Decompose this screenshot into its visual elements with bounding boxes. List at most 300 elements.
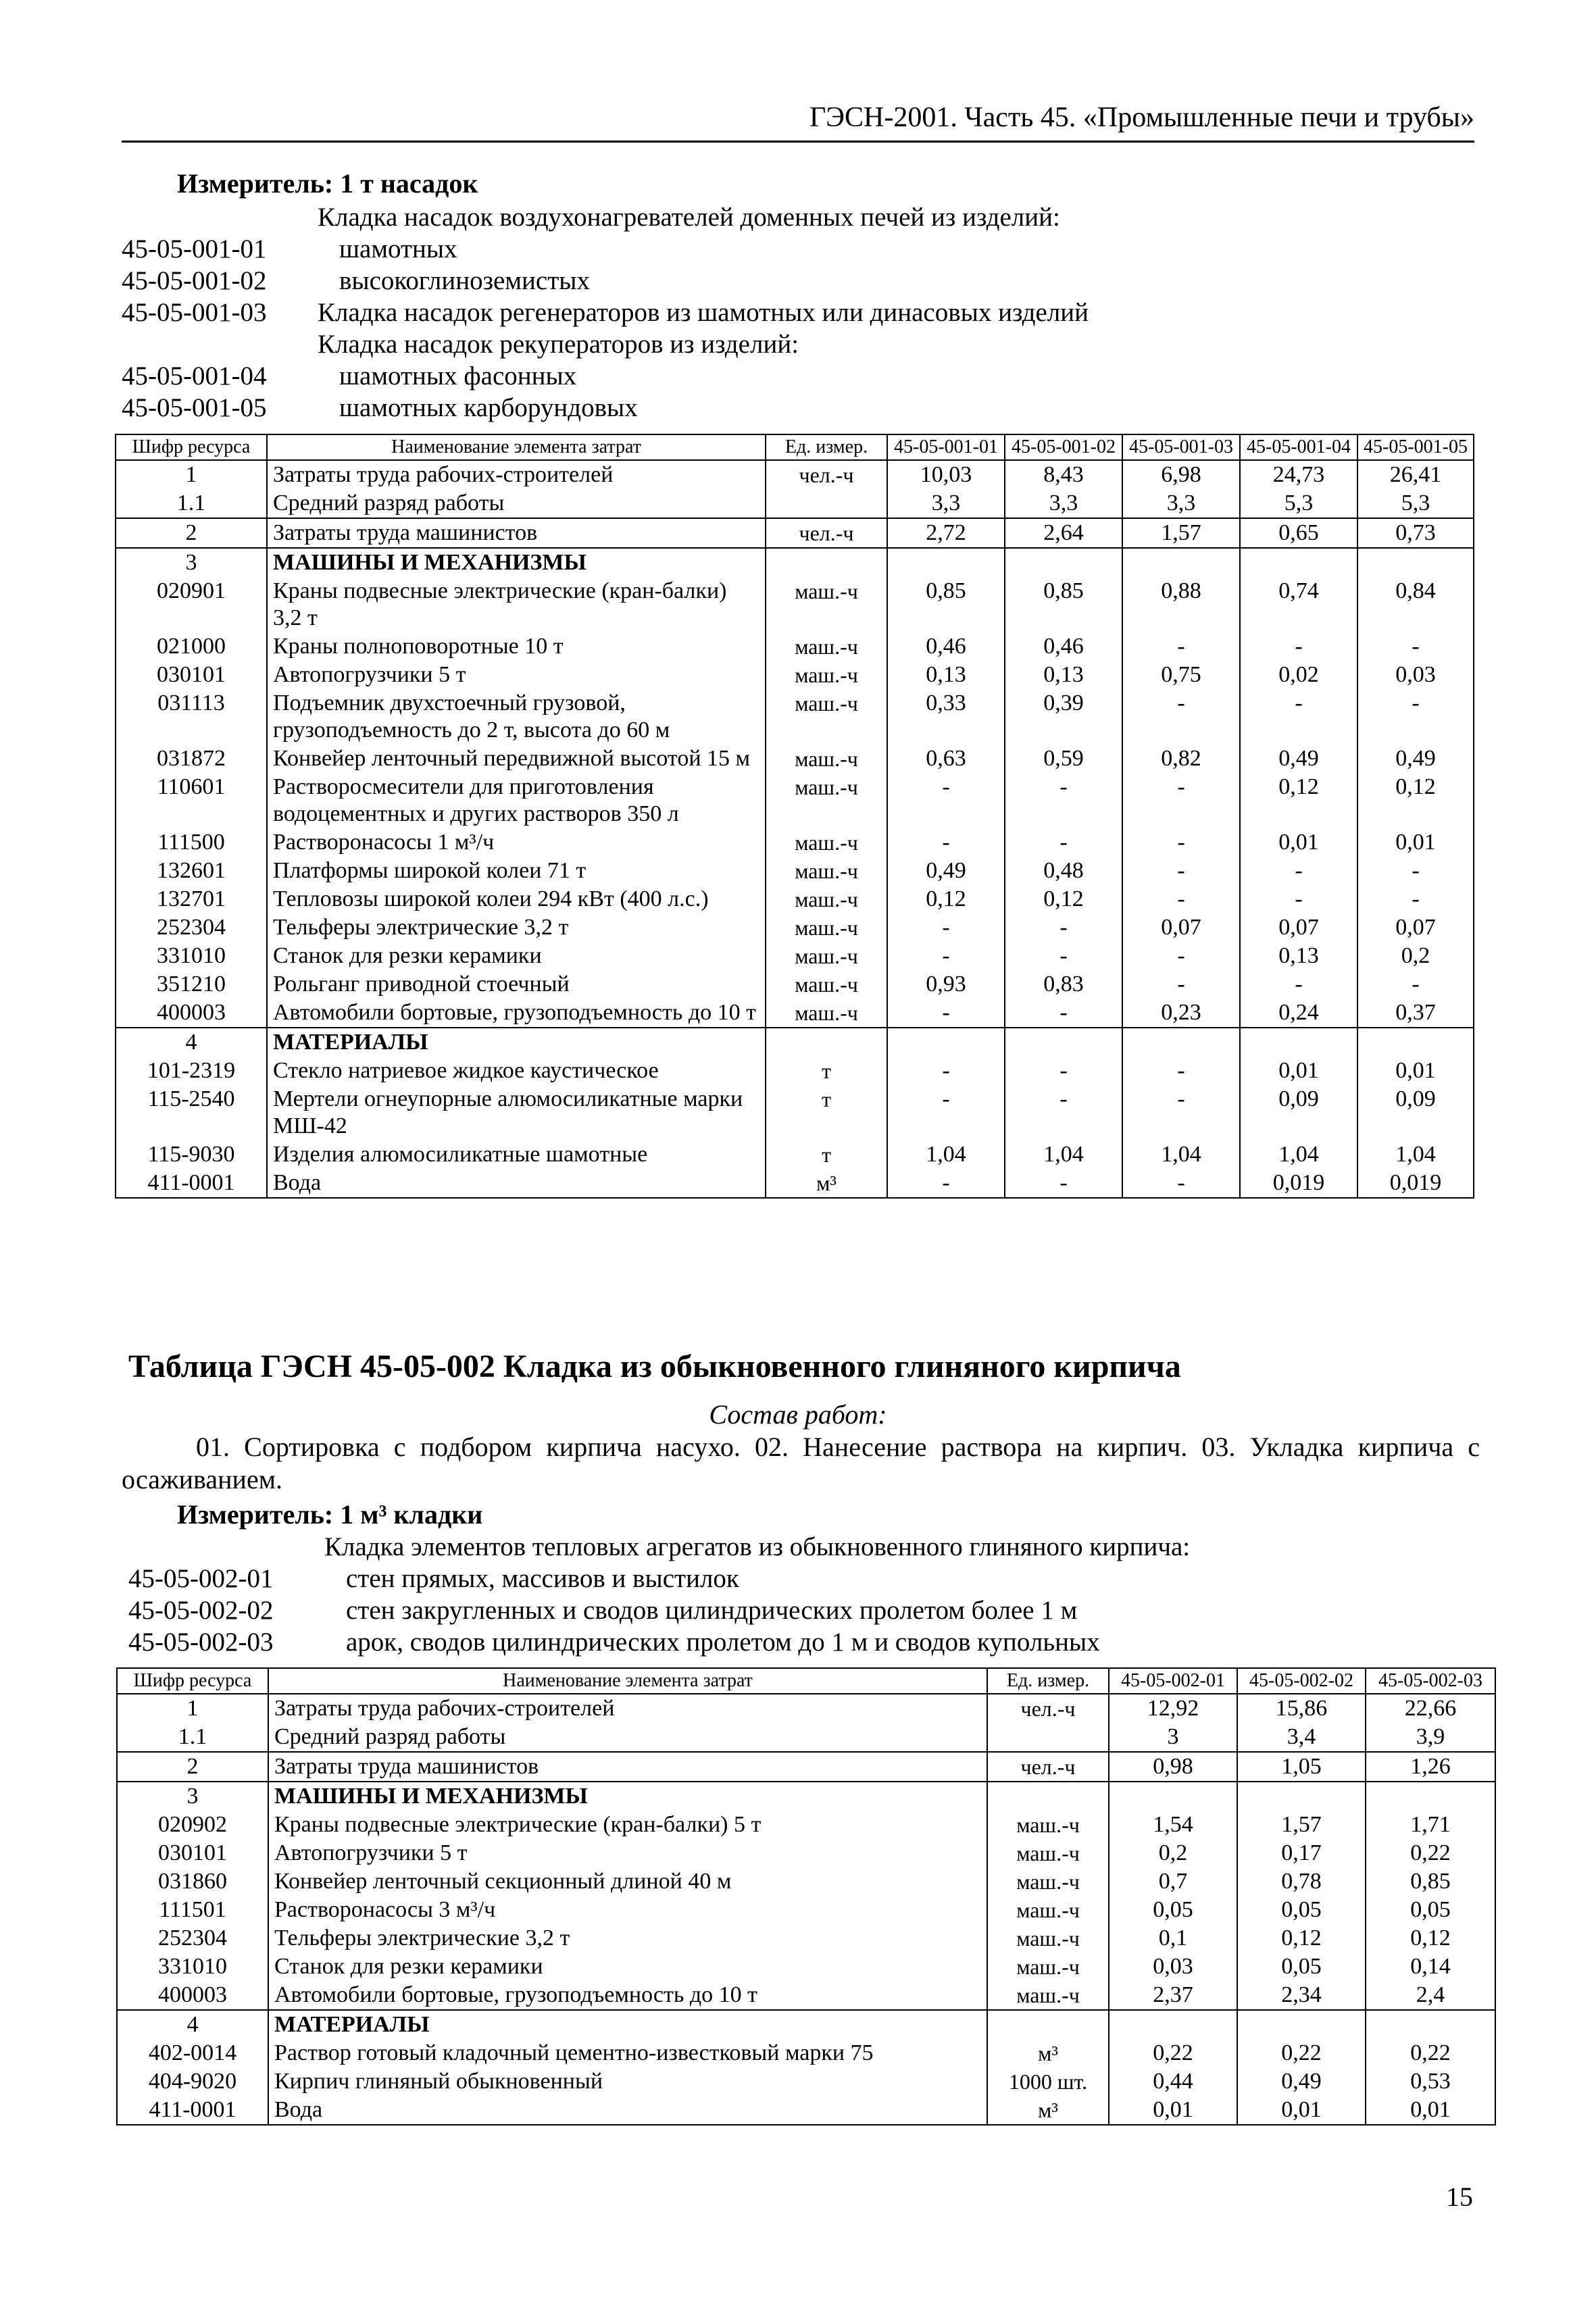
value-cell: 0,33 <box>887 689 1005 745</box>
code-list-2 <box>128 1531 1190 1658</box>
column-header: 45-05-001-05 <box>1357 434 1474 460</box>
value-cell: - <box>1005 942 1122 970</box>
cost-element-cell: Затраты труда машинистов <box>267 518 766 548</box>
table-title: Таблица ГЭСН 45-05-002 Кладка из обыкновенного глиняного кирпича <box>128 1349 1181 1384</box>
unit-cell: м³ <box>987 2096 1109 2125</box>
value-cell: - <box>1122 689 1240 745</box>
value-cell: 1,04 <box>1357 1140 1474 1169</box>
table-row <box>116 773 1474 828</box>
unit-cell: чел.-ч <box>987 1694 1109 1723</box>
value-cell: 0,019 <box>1357 1169 1474 1198</box>
value-cell: - <box>887 999 1005 1028</box>
value-cell: 0,02 <box>1240 661 1357 689</box>
value-cell: 0,65 <box>1240 518 1357 548</box>
work-description: шамотных карборундовых <box>339 393 638 422</box>
value-cell: 1,05 <box>1237 1752 1366 1782</box>
value-cell: - <box>1122 1057 1240 1085</box>
table-row <box>116 999 1474 1028</box>
unit-cell: маш.-ч <box>766 885 887 913</box>
resource-code-cell: 030101 <box>117 1839 268 1867</box>
unit-cell: чел.-ч <box>987 1752 1109 1782</box>
cost-element-cell: Станок для резки керамики <box>268 1953 987 1981</box>
value-cell: 0,09 <box>1357 1085 1474 1140</box>
cost-element-cell: Кирпич глиняный обыкновенный <box>268 2067 987 2096</box>
table-row <box>117 1896 1495 1924</box>
unit-cell: маш.-ч <box>987 1953 1109 1981</box>
value-cell: - <box>1240 857 1357 885</box>
table-row <box>116 745 1474 773</box>
value-cell: 2,4 <box>1366 1981 1495 2010</box>
table-row <box>116 970 1474 999</box>
cost-element-cell: Рольганг приводной стоечный <box>267 970 766 999</box>
resource-code-cell: 132601 <box>116 857 267 885</box>
work-code: 45-05-001-04 <box>122 361 267 391</box>
unit-cell: маш.-ч <box>987 1811 1109 1839</box>
value-cell <box>1122 1028 1240 1057</box>
unit-cell <box>766 548 887 577</box>
value-cell: 0,03 <box>1109 1953 1237 1981</box>
unit-cell <box>987 2010 1109 2039</box>
value-cell <box>1237 1782 1366 1811</box>
value-cell: - <box>1122 773 1240 828</box>
value-cell: 0,05 <box>1109 1896 1237 1924</box>
unit-cell: маш.-ч <box>766 632 887 661</box>
work-code: 45-05-001-01 <box>122 234 267 263</box>
value-cell: - <box>1005 773 1122 828</box>
resource-code-cell: 331010 <box>116 942 267 970</box>
value-cell: - <box>887 773 1005 828</box>
table-row <box>116 857 1474 885</box>
table-row <box>117 1924 1495 1953</box>
resource-code-cell: 400003 <box>117 1981 268 2010</box>
value-cell: 0,07 <box>1357 913 1474 942</box>
unit-cell: маш.-ч <box>766 661 887 689</box>
resource-code-cell: 115-9030 <box>116 1140 267 1169</box>
value-cell: 0,01 <box>1240 828 1357 857</box>
work-description: Кладка насадок рекуператоров из изделий: <box>318 330 799 359</box>
cost-element-cell: Затраты труда машинистов <box>268 1752 987 1782</box>
cost-element-cell: Тепловозы широкой колеи 294 кВт (400 л.с.) <box>267 885 766 913</box>
resource-code-cell: 252304 <box>117 1924 268 1953</box>
value-cell: 2,37 <box>1109 1981 1237 2010</box>
value-cell: 1,57 <box>1237 1811 1366 1839</box>
table-row <box>117 1953 1495 1981</box>
value-cell <box>1237 2010 1366 2039</box>
value-cell: 0,73 <box>1357 518 1474 548</box>
unit-cell: маш.-ч <box>766 857 887 885</box>
value-cell: - <box>1240 689 1357 745</box>
resource-code-cell: 1.1 <box>116 489 267 518</box>
value-cell: 0,88 <box>1122 577 1240 632</box>
table-row <box>117 2010 1495 2039</box>
cost-element-cell: Стекло натриевое жидкое каустическое <box>267 1057 766 1085</box>
column-header: 45-05-002-02 <box>1237 1668 1366 1694</box>
resource-code-cell: 030101 <box>116 661 267 689</box>
unit-cell: маш.-ч <box>766 689 887 745</box>
resource-code-cell: 132701 <box>116 885 267 913</box>
value-cell: - <box>1122 857 1240 885</box>
value-cell <box>887 548 1005 577</box>
value-cell: 0,59 <box>1005 745 1122 773</box>
cost-element-cell: Вода <box>267 1169 766 1198</box>
column-header: 45-05-002-01 <box>1109 1668 1237 1694</box>
value-cell: 0,03 <box>1357 661 1474 689</box>
value-cell <box>1357 1028 1474 1057</box>
unit-cell: маш.-ч <box>766 942 887 970</box>
value-cell <box>1366 2010 1495 2039</box>
table-row <box>116 913 1474 942</box>
unit-cell: маш.-ч <box>766 970 887 999</box>
resource-code-cell: 1 <box>116 460 267 489</box>
resource-code-cell: 331010 <box>117 1953 268 1981</box>
cost-element-cell: Краны подвесные электрические (кран-балки) 5 т <box>268 1811 987 1839</box>
value-cell: 0,13 <box>1240 942 1357 970</box>
value-cell: 0,74 <box>1240 577 1357 632</box>
value-cell: 0,22 <box>1366 2039 1495 2067</box>
value-cell: 3,3 <box>1005 489 1122 518</box>
resource-table-1 <box>115 434 1474 1199</box>
value-cell: 0,07 <box>1122 913 1240 942</box>
value-cell: - <box>1357 632 1474 661</box>
resource-code-cell: 115-2540 <box>116 1085 267 1140</box>
value-cell: - <box>1005 1057 1122 1085</box>
unit-cell: маш.-ч <box>766 745 887 773</box>
table-row <box>116 1028 1474 1057</box>
resource-code-cell: 020902 <box>117 1811 268 1839</box>
resource-code-cell: 2 <box>116 518 267 548</box>
value-cell <box>887 1028 1005 1057</box>
value-cell: - <box>1122 1169 1240 1198</box>
table-row <box>116 489 1474 518</box>
column-header: 45-05-001-02 <box>1005 434 1122 460</box>
value-cell: 2,64 <box>1005 518 1122 548</box>
value-cell: 3,9 <box>1366 1723 1495 1752</box>
value-cell: 10,03 <box>887 460 1005 489</box>
table-row <box>116 518 1474 548</box>
value-cell <box>1122 548 1240 577</box>
value-cell: 0,39 <box>1005 689 1122 745</box>
value-cell: 1,04 <box>1240 1140 1357 1169</box>
unit-cell <box>766 489 887 518</box>
table-row <box>116 1057 1474 1085</box>
value-cell <box>1005 548 1122 577</box>
code-line <box>128 1626 1190 1658</box>
table-row <box>116 632 1474 661</box>
value-cell: 1,71 <box>1366 1811 1495 1839</box>
running-header: ГЭСН-2001. Часть 45. «Промышленные печи и трубы» <box>122 101 1474 143</box>
value-cell: 5,3 <box>1240 489 1357 518</box>
value-cell: - <box>887 942 1005 970</box>
value-cell: 0,22 <box>1366 1839 1495 1867</box>
value-cell: 0,2 <box>1357 942 1474 970</box>
work-description: шамотных <box>339 234 457 263</box>
cost-element-cell: Подъемник двухстоечный грузовой, грузоподъемность до 2 т, высота до 60 м <box>267 689 766 745</box>
measure-unit-2: Измеритель: 1 м³ кладки <box>177 1499 483 1530</box>
value-cell: 0,1 <box>1109 1924 1237 1953</box>
unit-cell: маш.-ч <box>987 1896 1109 1924</box>
work-description: стен прямых, массивов и выстилок <box>346 1564 739 1593</box>
cost-element-cell: Платформы широкой колеи 71 т <box>267 857 766 885</box>
unit-cell: маш.-ч <box>987 1839 1109 1867</box>
value-cell: 0,019 <box>1240 1169 1357 1198</box>
work-description: высокоглиноземистых <box>339 266 590 295</box>
value-cell: - <box>1122 970 1240 999</box>
unit-cell: т <box>766 1140 887 1169</box>
value-cell: 0,12 <box>1005 885 1122 913</box>
cost-element-cell: Автопогрузчики 5 т <box>268 1839 987 1867</box>
value-cell <box>1109 1782 1237 1811</box>
table-row <box>117 1811 1495 1839</box>
cost-element-cell: Вода <box>268 2096 987 2125</box>
value-cell: - <box>1240 632 1357 661</box>
value-cell: 0,13 <box>1005 661 1122 689</box>
resource-code-cell: 031872 <box>116 745 267 773</box>
table-row <box>116 661 1474 689</box>
value-cell <box>1240 548 1357 577</box>
value-cell: 1,57 <box>1122 518 1240 548</box>
table-row <box>117 1839 1495 1867</box>
value-cell: 0,07 <box>1240 913 1357 942</box>
value-cell: - <box>1357 885 1474 913</box>
value-cell <box>1240 1028 1357 1057</box>
column-header: Ед. измер. <box>987 1668 1109 1694</box>
value-cell: 0,13 <box>887 661 1005 689</box>
unit-cell: т <box>766 1085 887 1140</box>
column-header: Ед. измер. <box>766 434 887 460</box>
unit-cell: чел.-ч <box>766 460 887 489</box>
value-cell: 26,41 <box>1357 460 1474 489</box>
resource-code-cell: 020901 <box>116 577 267 632</box>
value-cell: 0,05 <box>1366 1896 1495 1924</box>
cost-element-cell: Изделия алюмосиликатные шамотные <box>267 1140 766 1169</box>
resource-code-cell: 4 <box>116 1028 267 1057</box>
resource-code-cell: 411-0001 <box>116 1169 267 1198</box>
cost-element-cell: Тельферы электрические 3,2 т <box>268 1924 987 1953</box>
value-cell: 1,54 <box>1109 1811 1237 1839</box>
value-cell: 0,12 <box>1366 1924 1495 1953</box>
code-line <box>122 328 1089 360</box>
resource-code-cell: 351210 <box>116 970 267 999</box>
value-cell: 0,85 <box>1005 577 1122 632</box>
column-header: Шифр ресурса <box>116 434 267 460</box>
code-line <box>122 360 1089 392</box>
table-row <box>117 1694 1495 1723</box>
value-cell: 0,2 <box>1109 1839 1237 1867</box>
value-cell: 0,12 <box>887 885 1005 913</box>
value-cell: 0,83 <box>1005 970 1122 999</box>
resource-code-cell: 411-0001 <box>117 2096 268 2125</box>
work-code: 45-05-002-03 <box>128 1628 274 1657</box>
cost-element-cell: Растворонасосы 1 м³/ч <box>267 828 766 857</box>
value-cell: 3,3 <box>1122 489 1240 518</box>
work-code <box>122 201 318 233</box>
value-cell: 0,01 <box>1240 1057 1357 1085</box>
cost-element-cell: МАШИНЫ И МЕХАНИЗМЫ <box>267 548 766 577</box>
value-cell: - <box>1122 632 1240 661</box>
resource-code-cell: 1.1 <box>117 1723 268 1752</box>
cost-element-cell: Затраты труда рабочих-строителей <box>267 460 766 489</box>
work-description: арок, сводов цилиндрических пролетом до 1 м и сводов купольных <box>346 1628 1100 1657</box>
value-cell: 0,12 <box>1357 773 1474 828</box>
unit-cell: маш.-ч <box>766 773 887 828</box>
value-cell: 3,4 <box>1237 1723 1366 1752</box>
unit-cell: м³ <box>766 1169 887 1198</box>
work-composition-text: 01. Сортировка с подбором кирпича насухо. 02. Нанесение раствора на кирпич. 03. Укладка кирпича с осаживанием. <box>122 1432 1480 1494</box>
value-cell: 0,01 <box>1366 2096 1495 2125</box>
work-description: Кладка элементов тепловых агрегатов из обыкновенного глиняного кирпича: <box>324 1532 1191 1561</box>
value-cell: 1,04 <box>887 1140 1005 1169</box>
value-cell: 2,72 <box>887 518 1005 548</box>
table-row <box>116 460 1474 489</box>
page-number: 15 <box>1446 2182 1473 2212</box>
value-cell: - <box>1240 970 1357 999</box>
resource-code-cell: 2 <box>117 1752 268 1782</box>
table-row <box>117 2067 1495 2096</box>
table-row <box>116 548 1474 577</box>
value-cell: - <box>887 913 1005 942</box>
code-line <box>128 1531 1190 1563</box>
unit-cell: маш.-ч <box>766 999 887 1028</box>
value-cell: - <box>1005 1085 1122 1140</box>
value-cell: 0,14 <box>1366 1953 1495 1981</box>
cost-element-cell: Раствор готовый кладочный цементно-известковый марки 75 <box>268 2039 987 2067</box>
work-code <box>128 1531 324 1563</box>
cost-element-cell: Затраты труда рабочих-строителей <box>268 1694 987 1723</box>
table-row <box>116 1085 1474 1140</box>
value-cell: 0,85 <box>887 577 1005 632</box>
cost-element-cell: Автомобили бортовые, грузоподъемность до 10 т <box>267 999 766 1028</box>
unit-cell <box>987 1723 1109 1752</box>
table-row <box>117 1782 1495 1811</box>
value-cell: 8,43 <box>1005 460 1122 489</box>
value-cell: 0,09 <box>1240 1085 1357 1140</box>
value-cell: - <box>887 1169 1005 1198</box>
cost-element-cell: МАТЕРИАЛЫ <box>267 1028 766 1057</box>
value-cell: 0,49 <box>1237 2067 1366 2096</box>
resource-code-cell: 031113 <box>116 689 267 745</box>
value-cell: 0,22 <box>1237 2039 1366 2067</box>
cost-element-cell: Станок для резки керамики <box>267 942 766 970</box>
value-cell: - <box>1357 970 1474 999</box>
value-cell: - <box>1005 913 1122 942</box>
value-cell: 5,3 <box>1357 489 1474 518</box>
value-cell: 2,34 <box>1237 1981 1366 2010</box>
value-cell: 0,98 <box>1109 1752 1237 1782</box>
code-line <box>128 1563 1190 1594</box>
unit-cell <box>766 1028 887 1057</box>
resource-code-cell: 031860 <box>117 1867 268 1896</box>
value-cell: - <box>1122 828 1240 857</box>
value-cell: 0,49 <box>1240 745 1357 773</box>
unit-cell: т <box>766 1057 887 1085</box>
table-row <box>116 1140 1474 1169</box>
value-cell: 0,46 <box>887 632 1005 661</box>
code-line <box>122 233 1089 265</box>
table-row <box>117 1981 1495 2010</box>
value-cell: 24,73 <box>1240 460 1357 489</box>
unit-cell: маш.-ч <box>766 913 887 942</box>
value-cell: 0,23 <box>1122 999 1240 1028</box>
cost-element-cell: Тельферы электрические 3,2 т <box>267 913 766 942</box>
resource-code-cell: 252304 <box>116 913 267 942</box>
unit-cell: маш.-ч <box>766 828 887 857</box>
value-cell: - <box>1240 885 1357 913</box>
work-code <box>122 328 318 360</box>
unit-cell <box>987 1782 1109 1811</box>
value-cell: 0,85 <box>1366 1867 1495 1896</box>
unit-cell: чел.-ч <box>766 518 887 548</box>
value-cell: 0,17 <box>1237 1839 1366 1867</box>
table-row <box>117 2096 1495 2125</box>
resource-code-cell: 111500 <box>116 828 267 857</box>
value-cell: 0,7 <box>1109 1867 1237 1896</box>
work-description: стен закругленных и сводов цилиндрических пролетом более 1 м <box>346 1596 1078 1625</box>
value-cell: - <box>887 828 1005 857</box>
code-line <box>122 201 1089 233</box>
column-header: Наименование элемента затрат <box>267 434 766 460</box>
table-row <box>117 1867 1495 1896</box>
code-line <box>122 297 1089 328</box>
measure-unit-1: Измеритель: 1 т насадок <box>177 168 478 199</box>
work-code: 45-05-001-03 <box>122 298 267 327</box>
resource-code-cell: 4 <box>117 2010 268 2039</box>
cost-element-cell: Автопогрузчики 5 т <box>267 661 766 689</box>
column-header: Наименование элемента затрат <box>268 1668 987 1694</box>
value-cell: 0,01 <box>1357 1057 1474 1085</box>
code-line <box>128 1594 1190 1626</box>
value-cell: 0,48 <box>1005 857 1122 885</box>
table-row <box>116 577 1474 632</box>
column-header: 45-05-001-01 <box>887 434 1005 460</box>
unit-cell: маш.-ч <box>987 1924 1109 1953</box>
column-header: 45-05-001-03 <box>1122 434 1240 460</box>
value-cell: 0,49 <box>887 857 1005 885</box>
work-description: Кладка насадок регенераторов из шамотных или динасовых изделий <box>318 298 1089 327</box>
cost-element-cell: Конвейер ленточный секционный длиной 40 м <box>268 1867 987 1896</box>
table-row <box>116 885 1474 913</box>
value-cell: 6,98 <box>1122 460 1240 489</box>
value-cell <box>1005 1028 1122 1057</box>
unit-cell: 1000 шт. <box>987 2067 1109 2096</box>
resource-code-cell: 404-9020 <box>117 2067 268 2096</box>
code-list-1 <box>122 201 1089 424</box>
value-cell <box>1357 548 1474 577</box>
value-cell: 0,44 <box>1109 2067 1237 2096</box>
value-cell: 0,05 <box>1237 1953 1366 1981</box>
work-composition-heading: Состав работ: <box>709 1399 887 1430</box>
value-cell: - <box>1122 1085 1240 1140</box>
table-row <box>117 2039 1495 2067</box>
work-code: 45-05-002-01 <box>128 1564 274 1593</box>
work-description: шамотных фасонных <box>339 361 577 391</box>
cost-element-cell: Средний разряд работы <box>267 489 766 518</box>
value-cell: 0,53 <box>1366 2067 1495 2096</box>
value-cell: - <box>1357 857 1474 885</box>
value-cell: 0,12 <box>1237 1924 1366 1953</box>
value-cell <box>1366 1782 1495 1811</box>
value-cell: 0,78 <box>1237 1867 1366 1896</box>
work-code: 45-05-001-05 <box>122 393 267 422</box>
table-row <box>116 689 1474 745</box>
value-cell: 0,05 <box>1237 1896 1366 1924</box>
value-cell: - <box>1357 689 1474 745</box>
unit-cell: м³ <box>987 2039 1109 2067</box>
value-cell: 1,04 <box>1005 1140 1122 1169</box>
resource-code-cell: 021000 <box>116 632 267 661</box>
value-cell: 0,75 <box>1122 661 1240 689</box>
resource-code-cell: 101-2319 <box>116 1057 267 1085</box>
cost-element-cell: Растворонасосы 3 м³/ч <box>268 1896 987 1924</box>
